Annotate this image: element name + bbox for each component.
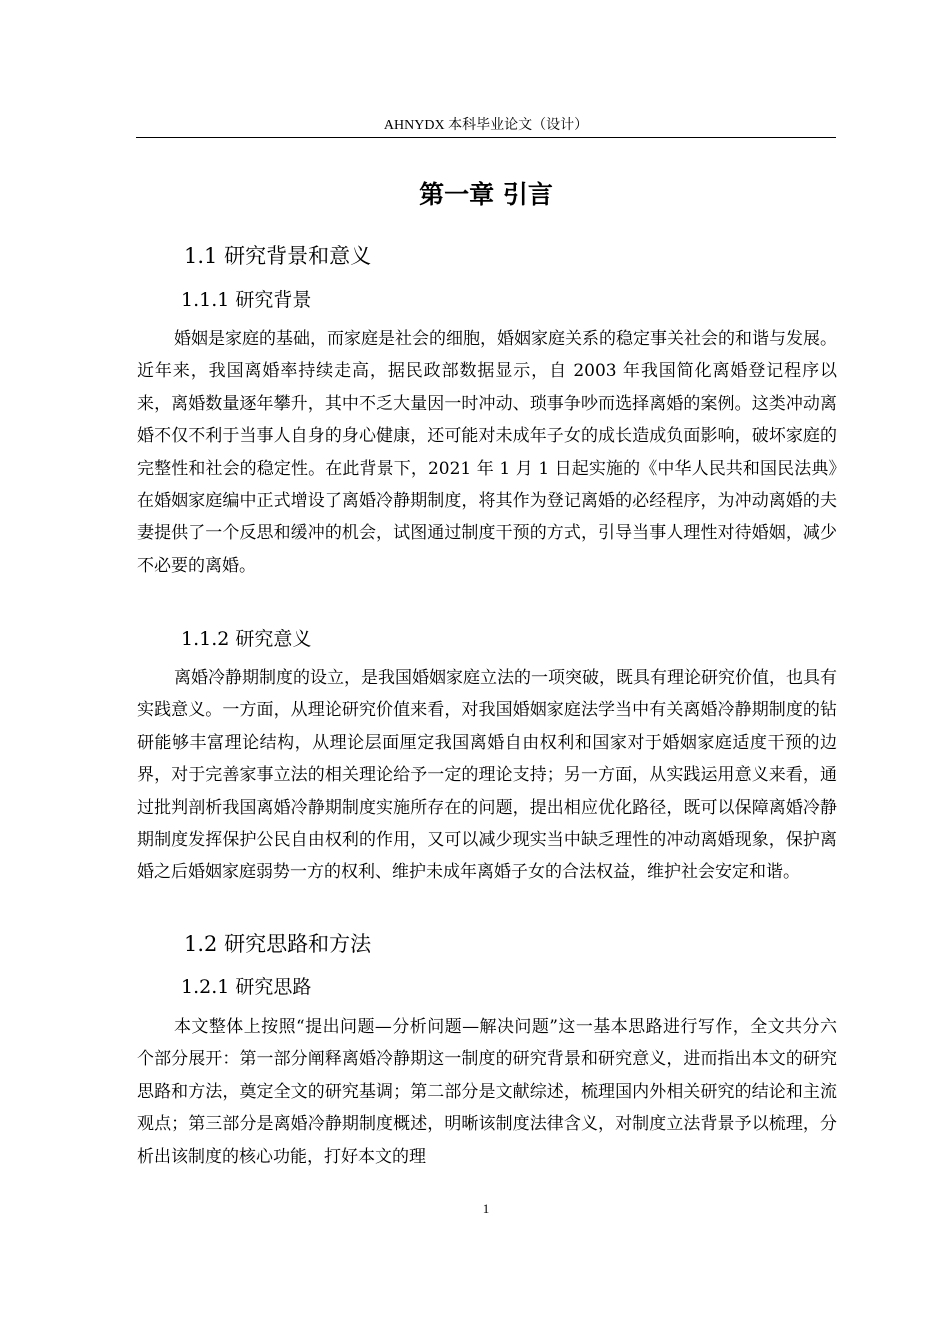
paragraph-research-approach: 本文整体上按照“提出问题—分析问题—解决问题”这一基本思路进行写作，全文共分六个部分展开：第一部分阐释离婚冷静期这一制度的研究背景和研究意义，进而指出本文的研究思路和方法，奠定全文的研究基调；第二部分是文献综述，梳理国内外相关研究的结论和主流观点；第三部分是离婚冷静期制度概述，明晰该制度法律含义，对制度立法背景予以梳理，分析出该制度的核心功能，打好本文的理	[137, 1017, 837, 1167]
subsection-heading-1-2-1: 1.2.1 研究思路	[181, 976, 312, 998]
header-divider	[136, 137, 836, 138]
page-number: 1	[482, 1201, 490, 1216]
subsection-heading-1-1-2: 1.1.2 研究意义	[181, 628, 312, 650]
subsection-heading-1-1-1: 1.1.1 研究背景	[181, 289, 312, 311]
section-heading-1-1: 1.1 研究背景和意义	[184, 244, 372, 268]
section-heading-1-2: 1.2 研究思路和方法	[184, 932, 372, 956]
paragraph-research-significance: 离婚冷静期制度的设立，是我国婚姻家庭立法的一项突破，既具有理论研究价值，也具有实践意义。一方面，从理论研究价值来看，对我国婚姻家庭法学当中有关离婚冷静期制度的钻研能够丰富理论结构，从理论层面厘定我国离婚自由权利和国家对于婚姻家庭适度干预的边界，对于完善家事立法的相关理论给予一定的理论支持；另一方面，从实践运用意义来看，通过批判剖析我国离婚冷静期制度实施所存在的问题，提出相应优化路径，既可以保障离婚冷静期制度发挥保护公民自由权利的作用，又可以减少现实当中缺乏理性的冲动离婚现象，保护离婚之后婚姻家庭弱势一方的权利、维护未成年离婚子女的合法权益，维护社会安定和谐。	[137, 668, 837, 883]
paragraph-research-background: 婚姻是家庭的基础，而家庭是社会的细胞，婚姻家庭关系的稳定事关社会的和谐与发展。近年来，我国离婚率持续走高，据民政部数据显示，自 2003 年我国简化离婚登记程序以来，离婚数量逐年攀升，其中不乏大量因一时冲动、琐事争吵而选择离婚的案例。这类冲动离婚不仅不利于当事人自身的身心健康，还可能对未成年子女的成长造成负面影响，破坏家庭的完整性和社会的稳定性。在此背景下，2021 年 1 月 1 日起实施的《中华人民共和国民法典》在婚姻家庭编中正式增设了离婚冷静期制度，将其作为登记离婚的必经程序，为冲动离婚的夫妻提供了一个反思和缓冲的机会，试图通过制度干预的方式，引导当事人理性对待婚姻，减少不必要的离婚。	[137, 329, 837, 576]
chapter-title: 第一章 引言	[419, 180, 553, 209]
running-header: AHNYDX 本科毕业论文（设计）	[383, 118, 589, 133]
